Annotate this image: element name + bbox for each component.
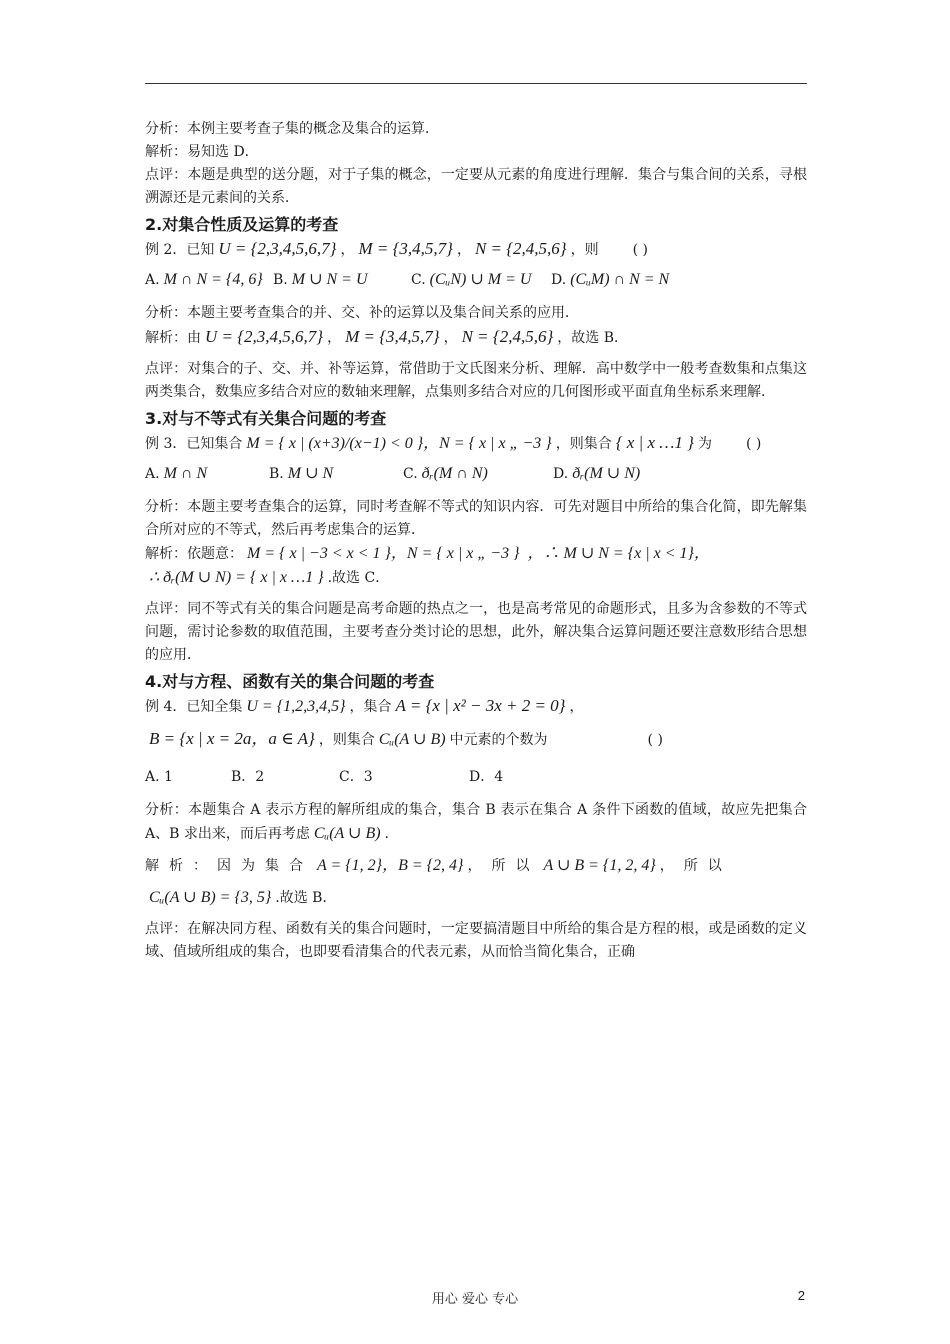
- option-c: C. ðᵣ(M ∩ N): [403, 465, 488, 482]
- options-2: [145, 268, 807, 292]
- heading-4: 4.对与方程、函数有关的集合问题的考查: [145, 672, 435, 691]
- option-d: D. ðᵣ(M ∪ N): [553, 465, 641, 482]
- solution-2: 解析：由 U = {2,3,4,5,6,7} ， M = {3,4,5,7} ， N = {2,4,5,6} ，故选 B．: [145, 327, 629, 346]
- solution-1: 解析：易知选 D．: [145, 144, 259, 160]
- comment-3: 点评：同不等式有关的集合问题是高考命题的热点之一，也是高考常见的命题形式，且多为含参数的不等式问题，需讨论参数的取值范围，主要考查分类讨论的思想，此外，解决集合运算问题还要注意数形结合思想的应用．: [145, 601, 807, 663]
- page-number: 2: [797, 1288, 805, 1303]
- example-4-line2: B = {x | x = 2a，a ∈ A} ，则集合 Cᵤ(A ∪ B) 中元素的个数为 ( ): [149, 729, 663, 748]
- comment-2: 点评：对集合的子、交、并、补等运算，常借助于文氏图来分析、理解．高中数学中一般考查数集和点集这两类集合，数集应多结合对应的数轴来理解，点集则多结合对应的几何图形或平面直角坐标系来理解．: [145, 361, 807, 400]
- option-d: D. (CᵤM) ∩ N = N: [551, 271, 670, 288]
- heading-2: 2.对集合性质及运算的考查: [145, 215, 339, 234]
- option-c: C. (CᵤN) ∪ M = U: [411, 271, 532, 288]
- option-b: B．2: [231, 769, 265, 785]
- option-d: D．4: [469, 769, 504, 785]
- heading-3: 3.对与不等式有关集合问题的考查: [145, 409, 387, 428]
- solution-4-line2: Cᵤ(A ∪ B) = {3, 5} .故选 B．: [149, 889, 337, 906]
- option-b: B. M ∪ N: [269, 465, 334, 482]
- option-a: A. M ∩ N: [145, 465, 208, 482]
- solution-3-line1: 解析：依题意： M = { x | −3 < x < 1 }，N = { x | x „ −3 } ，∴ M ∪ N = {x | x < 1}，: [145, 545, 710, 562]
- set-u: U = {2,3,4,5,6,7}: [218, 239, 337, 258]
- set-m: M = {3,4,5,7}: [358, 239, 453, 258]
- sets-mn: M = { x | (x+3)/(x−1) < 0 }，N = { x | x „ −3 }: [246, 435, 552, 452]
- example-2: 例 2．已知 U = {2,3,4,5,6,7} ， M = {3,4,5,7} ， N = {2,4,5,6} ，则 ( ): [145, 239, 648, 258]
- option-a: A. 1: [145, 769, 173, 785]
- example-3: 例 3．已知集合 M = { x | (x+3)/(x−1) < 0 }，N = { x | x „ −3 } ，则集合 { x | x …1 } 为 ( ): [145, 431, 807, 456]
- options-3: [145, 462, 807, 486]
- example-4-line1: 例 4．已知全集 U = {1,2,3,4,5} ，集合 A = {x | x² − 3x + 2 = 0} ，: [145, 696, 584, 715]
- analysis-2: 分析：本题主要考查集合的并、交、补的运算以及集合间关系的应用．: [145, 305, 579, 321]
- solution-3-line2: ∴ ðᵣ(M ∪ N) = { x | x …1 } .故选 C．: [149, 569, 390, 586]
- footer-text: 用心 爱心 专心: [431, 1292, 519, 1307]
- comment-1: 点评：本题是典型的送分题，对于子集的概念，一定要从元素的角度进行理解．集合与集合间的关系，寻根溯源还是元素间的关系．: [145, 167, 807, 206]
- page-content: [145, 118, 807, 964]
- analysis-4: 分析：本题集合 A 表示方程的解所组成的集合，集合 B 表示在集合 A 条件下函数的值域，故应先把集合 A、B 求出来，而后再考虑 Cᵤ(A ∪ B) .: [145, 802, 807, 842]
- analysis-1: 分析：本例主要考查子集的概念及集合的运算．: [145, 121, 439, 137]
- option-c: C．3: [339, 769, 373, 785]
- analysis-3: 分析：本题主要考查集合的运算，同时考查解不等式的知识内容．可先对题目中所给的集合化简，即先解集合所对应的不等式，然后再考虑集合的运算．: [145, 499, 807, 538]
- comment-4: 点评：在解决同方程、函数有关的集合问题时，一定要搞清题目中所给的集合是方程的根，或是函数的定义域、值域所组成的集合，也即要看清集合的代表元素，从而恰当简化集合，正确: [145, 921, 807, 960]
- options-4: [145, 766, 807, 789]
- option-b: B. M ∪ N = U: [273, 271, 368, 288]
- solution-4-line1: 解析：因为集合 A = {1, 2}，B = {2, 4} ，所以 A ∪ B = {1, 2, 4} ，所以: [145, 857, 732, 874]
- set-n: N = {2,4,5,6}: [474, 239, 567, 258]
- header-rule: [145, 83, 807, 84]
- option-a: A. M ∩ N = {4, 6}: [145, 271, 263, 288]
